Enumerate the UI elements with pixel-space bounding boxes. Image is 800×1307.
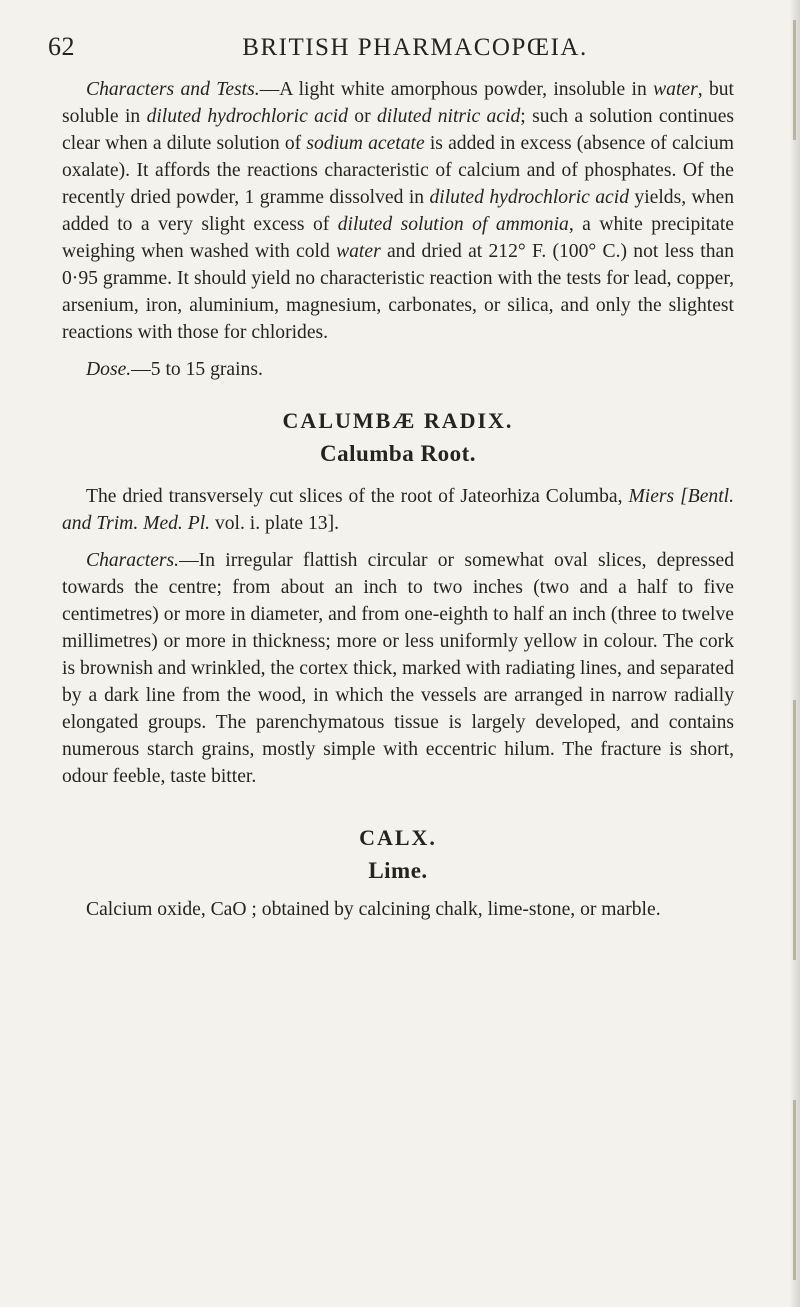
page-header <box>0 30 800 70</box>
reagent-water: water <box>336 241 381 262</box>
text-run: —A light white amorphous powder, insoluble in <box>259 79 654 100</box>
text-run: and dried at 212° F. (100° C.) not less than 0·95 gramme. It should yield no characteristic reaction with the tests for lead, copper, arsenium, iron, aluminium, magnesium, carbonates, or silica, and only the slightest reactions with those for chlorides. <box>62 241 734 343</box>
page-number: 62 <box>48 32 75 61</box>
characters-and-tests-label: Characters and Tests. <box>86 79 260 100</box>
page-edge-mark <box>793 1100 796 1280</box>
text-run: , a white precipitate weighing when washed with cold <box>62 214 734 262</box>
dose-paragraph <box>62 356 734 383</box>
reference-bentl-trim: [Bentl. and Trim. Med. Pl. <box>62 486 734 534</box>
reagent-sodium-acetate: sodium acetate <box>306 133 425 154</box>
calumbae-intro-paragraph <box>62 483 734 537</box>
calumbae-characters-paragraph <box>62 547 734 790</box>
text-run: is added in excess (absence of calcium oxalate). It affords the reactions characteristic of calcium and of phosphates. Of the recently dried powder, 1 gramme dissolved in <box>62 133 734 208</box>
reagent-diluted-nitric-acid: diluted nitric acid <box>376 106 521 127</box>
text-run: yields, when added to a very slight excess of <box>62 187 734 235</box>
calx-english-heading: Lime. <box>368 858 428 883</box>
calx-latin-heading: CALX. <box>359 825 437 850</box>
reagent-diluted-hydrochloric-acid: diluted hydrochloric acid <box>429 187 629 208</box>
text-run: The dried transversely cut slices of the root of Jateorhiza Columba, <box>86 486 629 507</box>
characters-and-tests-paragraph <box>62 76 734 346</box>
text-run: or <box>347 106 377 127</box>
reagent-diluted-hydrochloric-acid: diluted hydrochloric acid <box>146 106 348 127</box>
characters-label: Characters. <box>86 550 180 571</box>
running-title: BRITISH PHARMACOPŒIA. <box>242 34 588 61</box>
author-miers: Miers <box>628 486 675 507</box>
page-edge-mark <box>793 700 796 960</box>
page-body <box>62 76 734 923</box>
dose-text: —5 to 15 grains. <box>131 359 263 380</box>
calumbae-latin-heading: CALUMBÆ RADIX. <box>282 408 514 433</box>
text-run: , but soluble in <box>62 79 735 127</box>
text-run: vol. i. plate 13]. <box>210 513 340 534</box>
reagent-water: water <box>653 79 698 100</box>
calumbae-english-heading: Calumba Root. <box>319 441 476 466</box>
text-run: ; such a solution continues clear when a dilute solution of <box>62 106 735 154</box>
reagent-diluted-ammonia: diluted solution of ammonia <box>337 214 569 235</box>
characters-text: —In irregular flattish circular or somewhat oval slices, depressed towards the centre; from about an inch to two inches (two and a half to five centimetres) or more in diameter, and from one-eighth to half an inch (three to twelve millimetres) or more in thickness; more or less uniformly yellow in colour. The cork is brownish and wrinkled, the cortex thick, marked with radiating lines, and separated by a dark line from the wood, in which the vessels are arranged in narrow radially elongated groups. The parenchymatous tissue is largely developed, and contains numerous starch grains, mostly simple with eccentric hilum. The fracture is short, odour feeble, taste bitter. <box>62 550 734 787</box>
dose-label: Dose. <box>86 359 132 380</box>
page-edge-mark <box>793 20 796 140</box>
calx-paragraph: Calcium oxide, CaO ; obtained by calcining chalk, lime-stone, or marble. <box>86 899 661 920</box>
